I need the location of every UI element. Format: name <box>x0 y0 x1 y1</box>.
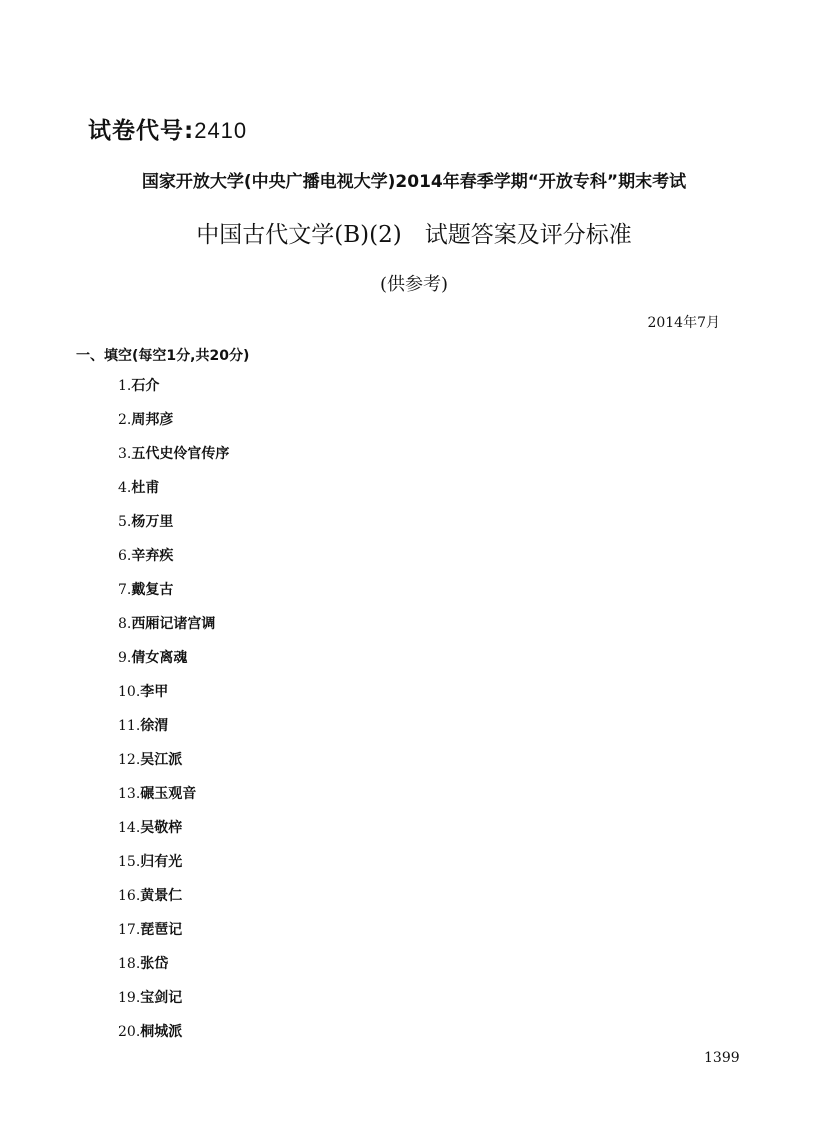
answer-number: 18. <box>118 956 141 972</box>
list-item <box>118 544 229 578</box>
answer-text: 张岱 <box>140 956 169 972</box>
answer-text: 琵琶记 <box>140 922 183 938</box>
answer-number: 19. <box>118 990 141 1006</box>
answer-text: 西厢记诸宫调 <box>131 616 216 632</box>
answer-text: 碾玉观音 <box>140 786 197 802</box>
answer-text: 戴复古 <box>131 582 174 598</box>
exam-code-number: 2410 <box>194 118 248 143</box>
subtitle: (供参考) <box>379 274 449 295</box>
answer-number: 2. <box>118 412 132 428</box>
answer-text: 石介 <box>131 378 160 394</box>
answer-number: 6. <box>118 548 132 564</box>
list-item <box>118 816 229 850</box>
list-item <box>118 952 229 986</box>
answer-number: 15. <box>118 854 141 870</box>
answer-text: 吴敬梓 <box>140 820 183 836</box>
exam-code-label: 试卷代号: <box>88 118 195 144</box>
list-item <box>118 850 229 884</box>
answer-number: 12. <box>118 752 141 768</box>
answer-text: 辛弃疾 <box>131 548 174 564</box>
answer-number: 8. <box>118 616 132 632</box>
answer-number: 17. <box>118 922 141 938</box>
answer-number: 20. <box>118 1024 141 1040</box>
answer-number: 9. <box>118 650 132 666</box>
answer-number: 10. <box>118 684 141 700</box>
list-item <box>118 442 229 476</box>
course-title: 中国古代文学(B)(2) 试题答案及评分标准 <box>196 222 632 248</box>
list-item <box>118 374 229 408</box>
answer-text: 吴江派 <box>140 752 183 768</box>
answer-number: 3. <box>118 446 132 462</box>
answer-number: 16. <box>118 888 141 904</box>
list-item <box>118 476 229 510</box>
answer-text: 徐渭 <box>140 718 169 734</box>
exam-code <box>88 112 247 145</box>
list-item <box>118 884 229 918</box>
list-item <box>118 748 229 782</box>
answer-text: 周邦彦 <box>131 412 174 428</box>
list-item <box>118 646 229 680</box>
list-item <box>118 986 229 1020</box>
answer-list <box>118 374 229 1054</box>
list-item <box>118 714 229 748</box>
list-item <box>118 510 229 544</box>
answer-number: 5. <box>118 514 132 530</box>
answer-number: 11. <box>118 718 141 734</box>
answer-text: 倩女离魂 <box>131 650 188 666</box>
answer-text: 黄景仁 <box>140 888 183 904</box>
section-heading: 一、填空(每空1分,共20分) <box>76 348 250 364</box>
list-item <box>118 918 229 952</box>
answer-number: 13. <box>118 786 141 802</box>
answer-text: 五代史伶官传序 <box>131 446 230 462</box>
answer-text: 杜甫 <box>131 480 160 496</box>
exam-title: 国家开放大学(中央广播电视大学)2014年春季学期“开放专科”期末考试 <box>141 172 687 192</box>
list-item <box>118 1020 229 1054</box>
page-number: 1399 <box>704 1050 740 1066</box>
answer-number: 7. <box>118 582 132 598</box>
answer-text: 杨万里 <box>131 514 174 530</box>
list-item <box>118 612 229 646</box>
list-item <box>118 680 229 714</box>
exam-date: 2014年7月 <box>647 315 720 331</box>
answer-text: 归有光 <box>140 854 183 870</box>
answer-number: 4. <box>118 480 132 496</box>
answer-number: 14. <box>118 820 141 836</box>
answer-text: 桐城派 <box>140 1024 183 1040</box>
list-item <box>118 782 229 816</box>
answer-number: 1. <box>118 378 132 394</box>
answer-text: 李甲 <box>140 684 169 700</box>
list-item <box>118 578 229 612</box>
answer-text: 宝剑记 <box>140 990 183 1006</box>
list-item <box>118 408 229 442</box>
